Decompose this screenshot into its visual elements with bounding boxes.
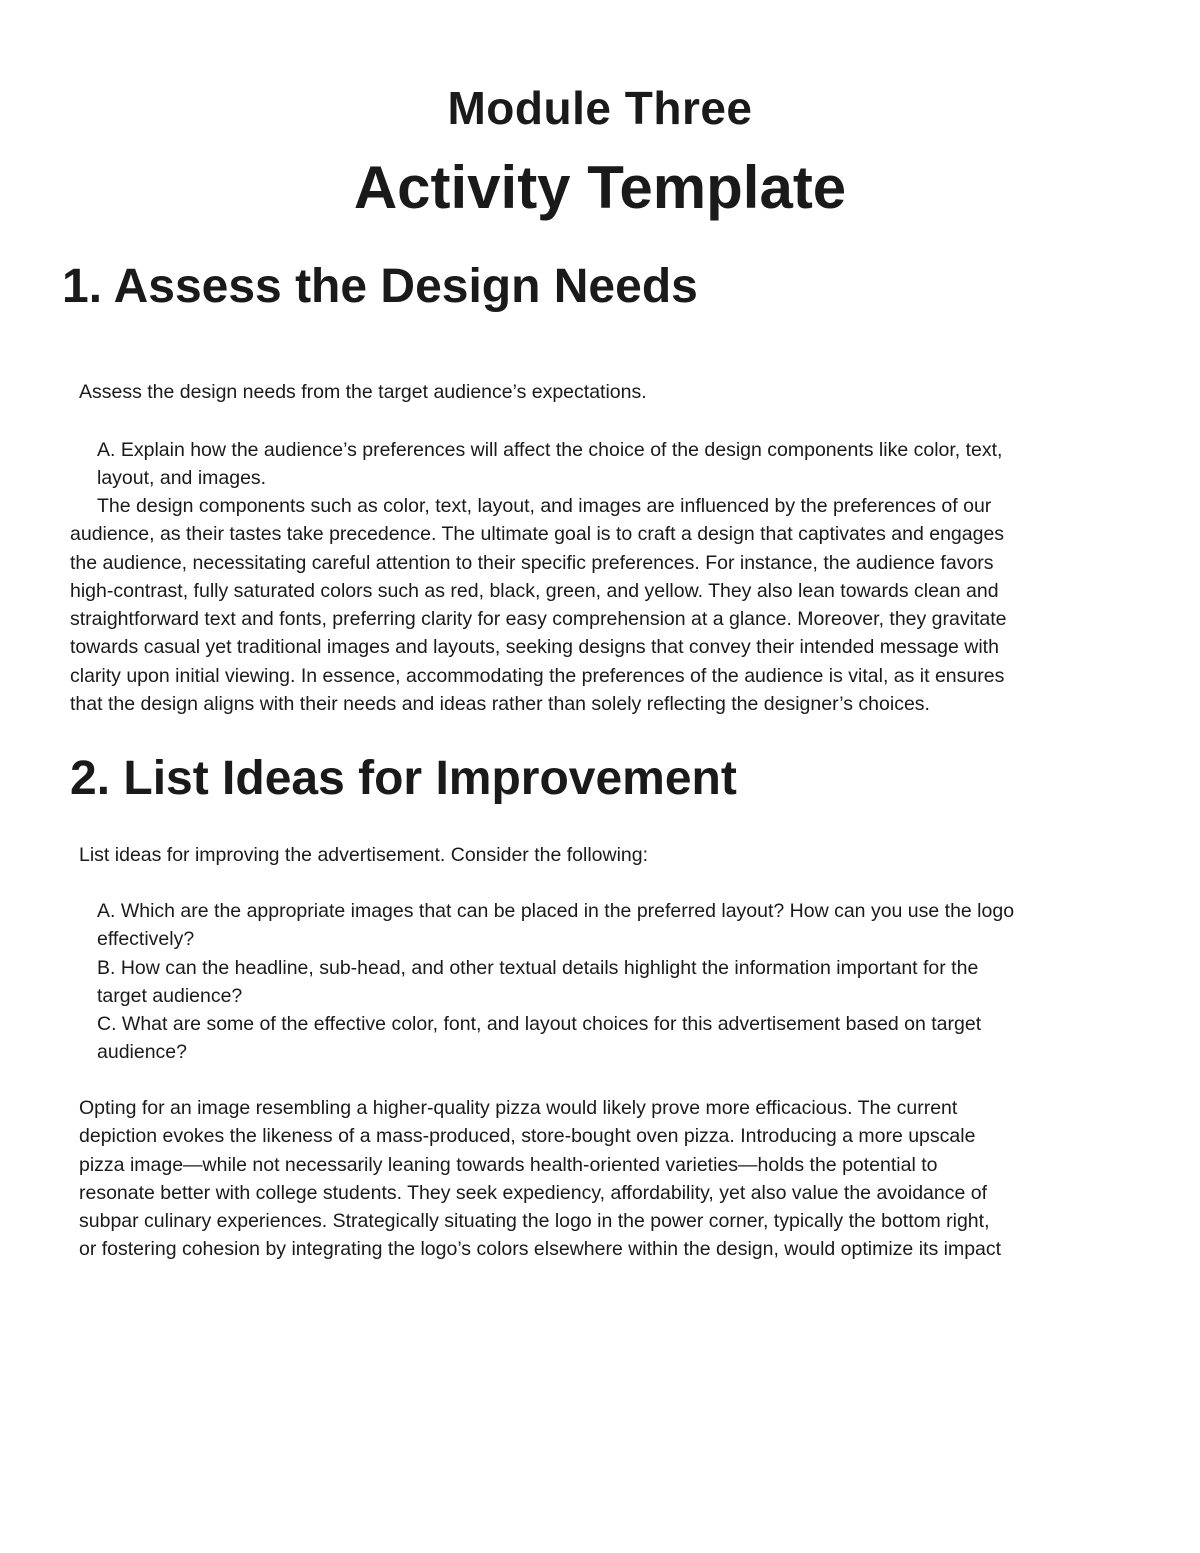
question-line: audience?: [97, 1041, 187, 1064]
section-2-intro: List ideas for improving the advertisement. Consider the following:: [79, 844, 649, 866]
question-line: A. Which are the appropriate images that can be placed in the preferred layout? How can you use the logo: [97, 900, 1015, 922]
section-2-answer: [79, 1094, 1001, 1264]
module-title: Module Three: [447, 82, 753, 134]
answer-line: resonate better with college students. They seek expediency, affordability, yet also value the avoidance of: [79, 1181, 988, 1204]
answer-line: or fostering cohesion by integrating the logo’s colors elsewhere within the design, would optimize its impact: [79, 1238, 1002, 1261]
question-line: C. What are some of the effective color, font, and layout choices for this advertisement based on target: [97, 1013, 982, 1036]
answer-line: straightforward text and fonts, preferring clarity for easy comprehension at a glance. Moreover, they gravitate: [70, 608, 1007, 631]
section-2-heading: 2. List Ideas for Improvement: [70, 752, 737, 805]
section-1-intro: Assess the design needs from the target audience’s expectations.: [79, 381, 647, 403]
answer-line: depiction evokes the likeness of a mass-produced, store-bought oven pizza. Introducing a more upscale: [79, 1125, 976, 1148]
section-1-heading: 1. Assess the Design Needs: [62, 260, 698, 313]
question-line: layout, and images.: [97, 467, 267, 490]
section-1-question-a: [97, 436, 1002, 493]
question-line: effectively?: [97, 928, 195, 951]
question-line: B. How can the headline, sub-head, and other textual details highlight the information important for the: [97, 956, 979, 979]
answer-line: Opting for an image resembling a higher-quality pizza would likely prove more efficacious. The current: [79, 1097, 958, 1119]
question-line: A. Explain how the audience’s preferences will affect the choice of the design components like color, text,: [97, 439, 1003, 461]
answer-line: high-contrast, fully saturated colors such as red, black, green, and yellow. They also lean towards clean and: [70, 579, 999, 602]
answer-line: The design components such as color, text, layout, and images are influenced by the preferences of our: [97, 495, 992, 517]
answer-line: the audience, necessitating careful attention to their specific preferences. For instance, the audience favors: [70, 551, 994, 574]
section-1-answer: [70, 492, 1006, 718]
answer-line: towards casual yet traditional images and layouts, seeking designs that convey their intended message with: [70, 636, 999, 659]
question-line: target audience?: [97, 984, 243, 1007]
section-2-questions: [97, 897, 1014, 1067]
answer-line: that the design aligns with their needs and ideas rather than solely reflecting the designer’s choices.: [70, 693, 930, 716]
answer-line: subpar culinary experiences. Strategically situating the logo in the power corner, typically the bottom right,: [79, 1210, 990, 1233]
answer-line: clarity upon initial viewing. In essence, accommodating the preferences of the audience is vital, as it ensures: [70, 664, 1005, 687]
answer-line: pizza image—while not necessarily leaning towards health-oriented varieties—holds the potential to: [79, 1153, 938, 1176]
answer-line: audience, as their tastes take precedence. The ultimate goal is to craft a design that captivates and engages: [70, 523, 1005, 546]
template-title: Activity Template: [353, 154, 847, 221]
